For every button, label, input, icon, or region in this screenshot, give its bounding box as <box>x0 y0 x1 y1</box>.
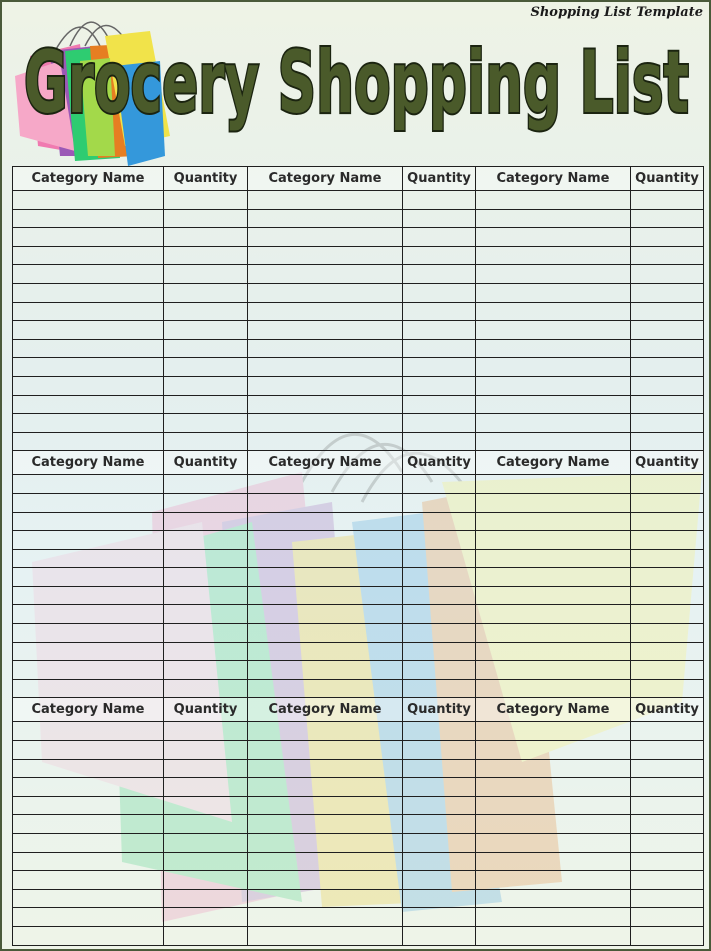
quantity-cell[interactable] <box>164 871 248 890</box>
category-name-cell[interactable] <box>248 191 403 210</box>
category-name-cell[interactable] <box>476 531 631 550</box>
page-title <box>24 22 704 147</box>
category-name-cell[interactable] <box>248 549 403 568</box>
category-name-cell[interactable] <box>248 339 403 358</box>
table-header-row <box>13 451 704 475</box>
quantity-cell[interactable] <box>631 549 704 568</box>
quantity-cell[interactable] <box>631 741 704 760</box>
table-row <box>13 605 704 624</box>
quantity-cell[interactable] <box>164 283 248 302</box>
table-row <box>13 209 704 228</box>
quantity-cell[interactable] <box>164 642 248 661</box>
category-name-cell[interactable] <box>248 475 403 494</box>
quantity-cell[interactable] <box>164 741 248 760</box>
table-row <box>13 191 704 210</box>
category-name-cell[interactable] <box>248 642 403 661</box>
quantity-cell[interactable] <box>403 926 476 945</box>
table-row <box>13 228 704 247</box>
column-header-quantity: Quantity <box>403 167 476 191</box>
category-name-cell[interactable] <box>248 376 403 395</box>
category-name-cell[interactable] <box>13 475 164 494</box>
quantity-cell[interactable] <box>403 512 476 531</box>
quantity-cell[interactable] <box>164 908 248 927</box>
column-header-quantity: Quantity <box>631 451 704 475</box>
category-name-cell[interactable] <box>248 321 403 340</box>
category-name-cell[interactable] <box>13 358 164 377</box>
category-name-cell[interactable] <box>13 414 164 433</box>
quantity-cell[interactable] <box>631 228 704 247</box>
category-name-cell[interactable] <box>476 778 631 797</box>
quantity-cell[interactable] <box>403 624 476 643</box>
quantity-cell[interactable] <box>403 661 476 680</box>
table-row <box>13 339 704 358</box>
category-name-cell[interactable] <box>248 908 403 927</box>
category-name-cell[interactable] <box>248 679 403 698</box>
quantity-cell[interactable] <box>403 741 476 760</box>
quantity-cell[interactable] <box>164 414 248 433</box>
category-name-cell[interactable] <box>476 475 631 494</box>
category-name-cell[interactable] <box>13 871 164 890</box>
category-name-cell[interactable] <box>13 228 164 247</box>
category-name-cell[interactable] <box>248 531 403 550</box>
category-name-cell[interactable] <box>476 661 631 680</box>
category-name-cell[interactable] <box>248 834 403 853</box>
table-row <box>13 568 704 587</box>
category-name-cell[interactable] <box>248 414 403 433</box>
table-row <box>13 414 704 433</box>
category-name-cell[interactable] <box>476 642 631 661</box>
category-name-cell[interactable] <box>13 852 164 871</box>
table-row <box>13 889 704 908</box>
category-name-cell[interactable] <box>13 624 164 643</box>
quantity-cell[interactable] <box>164 228 248 247</box>
category-name-cell[interactable] <box>476 815 631 834</box>
quantity-cell[interactable] <box>403 414 476 433</box>
category-name-cell[interactable] <box>248 493 403 512</box>
table-row <box>13 815 704 834</box>
quantity-cell[interactable] <box>164 889 248 908</box>
page-title-text: Grocery Shopping List <box>24 33 689 133</box>
category-name-cell[interactable] <box>476 908 631 927</box>
category-name-cell[interactable] <box>13 191 164 210</box>
template-label: Shopping List Template <box>530 5 703 20</box>
quantity-cell[interactable] <box>403 759 476 778</box>
quantity-cell[interactable] <box>403 395 476 414</box>
quantity-cell[interactable] <box>631 926 704 945</box>
table-row <box>13 834 704 853</box>
category-name-cell[interactable] <box>248 624 403 643</box>
column-header-category-name: Category Name <box>248 698 403 722</box>
category-name-cell[interactable] <box>248 586 403 605</box>
table-row <box>13 926 704 945</box>
quantity-cell[interactable] <box>164 493 248 512</box>
category-name-cell[interactable] <box>476 741 631 760</box>
table-row <box>13 852 704 871</box>
quantity-cell[interactable] <box>403 228 476 247</box>
category-name-cell[interactable] <box>248 926 403 945</box>
category-name-cell[interactable] <box>248 661 403 680</box>
table-row <box>13 475 704 494</box>
quantity-cell[interactable] <box>164 512 248 531</box>
quantity-cell[interactable] <box>164 778 248 797</box>
quantity-cell[interactable] <box>631 568 704 587</box>
category-name-cell[interactable] <box>476 568 631 587</box>
column-header-category-name: Category Name <box>13 698 164 722</box>
category-name-cell[interactable] <box>13 246 164 265</box>
quantity-cell[interactable] <box>403 908 476 927</box>
table-row <box>13 395 704 414</box>
quantity-cell[interactable] <box>403 586 476 605</box>
table-row <box>13 512 704 531</box>
category-name-cell[interactable] <box>476 624 631 643</box>
category-name-cell[interactable] <box>476 852 631 871</box>
quantity-cell[interactable] <box>631 475 704 494</box>
category-name-cell[interactable] <box>248 568 403 587</box>
category-name-cell[interactable] <box>13 834 164 853</box>
quantity-cell[interactable] <box>164 475 248 494</box>
category-name-cell[interactable] <box>248 228 403 247</box>
quantity-cell[interactable] <box>164 209 248 228</box>
column-header-quantity: Quantity <box>403 698 476 722</box>
quantity-cell[interactable] <box>164 852 248 871</box>
category-name-cell[interactable] <box>476 549 631 568</box>
table-row <box>13 722 704 741</box>
quantity-cell[interactable] <box>631 191 704 210</box>
quantity-cell[interactable] <box>403 722 476 741</box>
quantity-cell[interactable] <box>631 679 704 698</box>
table-header-row <box>13 167 704 191</box>
category-name-cell[interactable] <box>248 722 403 741</box>
quantity-cell[interactable] <box>631 246 704 265</box>
quantity-cell[interactable] <box>403 889 476 908</box>
category-name-cell[interactable] <box>248 741 403 760</box>
category-name-cell[interactable] <box>248 796 403 815</box>
quantity-cell[interactable] <box>631 321 704 340</box>
quantity-cell[interactable] <box>631 815 704 834</box>
quantity-cell[interactable] <box>403 209 476 228</box>
quantity-cell[interactable] <box>631 302 704 321</box>
quantity-cell[interactable] <box>164 568 248 587</box>
quantity-cell[interactable] <box>403 432 476 451</box>
table-row <box>13 661 704 680</box>
column-header-category-name: Category Name <box>476 451 631 475</box>
category-name-cell[interactable] <box>248 871 403 890</box>
table-row <box>13 586 704 605</box>
column-header-category-name: Category Name <box>476 698 631 722</box>
quantity-cell[interactable] <box>631 283 704 302</box>
category-name-cell[interactable] <box>13 512 164 531</box>
quantity-cell[interactable] <box>164 531 248 550</box>
quantity-cell[interactable] <box>631 778 704 797</box>
quantity-cell[interactable] <box>631 265 704 284</box>
quantity-cell[interactable] <box>631 209 704 228</box>
quantity-cell[interactable] <box>631 871 704 890</box>
quantity-cell[interactable] <box>164 661 248 680</box>
quantity-cell[interactable] <box>631 605 704 624</box>
quantity-cell[interactable] <box>403 265 476 284</box>
category-name-cell[interactable] <box>13 722 164 741</box>
category-name-cell[interactable] <box>13 926 164 945</box>
quantity-cell[interactable] <box>631 796 704 815</box>
column-header-category-name: Category Name <box>248 167 403 191</box>
category-name-cell[interactable] <box>248 302 403 321</box>
category-name-cell[interactable] <box>13 661 164 680</box>
quantity-cell[interactable] <box>631 889 704 908</box>
category-name-cell[interactable] <box>248 265 403 284</box>
table-row <box>13 376 704 395</box>
quantity-cell[interactable] <box>164 759 248 778</box>
category-name-cell[interactable] <box>13 549 164 568</box>
category-name-cell[interactable] <box>13 642 164 661</box>
category-name-cell[interactable] <box>476 834 631 853</box>
category-name-cell[interactable] <box>476 283 631 302</box>
table-row <box>13 549 704 568</box>
table-row <box>13 531 704 550</box>
category-name-cell[interactable] <box>476 265 631 284</box>
quantity-cell[interactable] <box>164 246 248 265</box>
table-row <box>13 642 704 661</box>
category-name-cell[interactable] <box>476 414 631 433</box>
category-name-cell[interactable] <box>13 339 164 358</box>
quantity-cell[interactable] <box>403 568 476 587</box>
table-row <box>13 302 704 321</box>
table-row <box>13 759 704 778</box>
quantity-cell[interactable] <box>403 796 476 815</box>
category-name-cell[interactable] <box>476 889 631 908</box>
quantity-cell[interactable] <box>631 414 704 433</box>
quantity-cell[interactable] <box>403 852 476 871</box>
table-row <box>13 871 704 890</box>
quantity-cell[interactable] <box>403 815 476 834</box>
quantity-cell[interactable] <box>403 475 476 494</box>
category-name-cell[interactable] <box>476 209 631 228</box>
column-header-category-name: Category Name <box>13 451 164 475</box>
quantity-cell[interactable] <box>631 852 704 871</box>
category-name-cell[interactable] <box>13 493 164 512</box>
category-name-cell[interactable] <box>13 889 164 908</box>
shopping-list-table <box>12 166 704 946</box>
quantity-cell[interactable] <box>631 395 704 414</box>
quantity-cell[interactable] <box>164 722 248 741</box>
quantity-cell[interactable] <box>403 246 476 265</box>
category-name-cell[interactable] <box>13 796 164 815</box>
quantity-cell[interactable] <box>164 815 248 834</box>
category-name-cell[interactable] <box>13 908 164 927</box>
category-name-cell[interactable] <box>476 339 631 358</box>
quantity-cell[interactable] <box>403 191 476 210</box>
table-row <box>13 908 704 927</box>
table-row <box>13 265 704 284</box>
quantity-cell[interactable] <box>164 376 248 395</box>
category-name-cell[interactable] <box>476 722 631 741</box>
quantity-cell[interactable] <box>631 759 704 778</box>
category-name-cell[interactable] <box>476 321 631 340</box>
column-header-category-name: Category Name <box>476 167 631 191</box>
table-header-row <box>13 698 704 722</box>
category-name-cell[interactable] <box>13 605 164 624</box>
quantity-cell[interactable] <box>631 586 704 605</box>
category-name-cell[interactable] <box>248 512 403 531</box>
quantity-cell[interactable] <box>631 531 704 550</box>
category-name-cell[interactable] <box>476 432 631 451</box>
category-name-cell[interactable] <box>476 302 631 321</box>
column-header-quantity: Quantity <box>164 167 248 191</box>
category-name-cell[interactable] <box>476 512 631 531</box>
quantity-cell[interactable] <box>403 376 476 395</box>
quantity-cell[interactable] <box>164 549 248 568</box>
quantity-cell[interactable] <box>631 512 704 531</box>
column-header-quantity: Quantity <box>631 698 704 722</box>
category-name-cell[interactable] <box>13 568 164 587</box>
quantity-cell[interactable] <box>403 283 476 302</box>
category-name-cell[interactable] <box>248 358 403 377</box>
quantity-cell[interactable] <box>164 191 248 210</box>
quantity-cell[interactable] <box>403 358 476 377</box>
category-name-cell[interactable] <box>13 432 164 451</box>
table-row <box>13 679 704 698</box>
table-row <box>13 778 704 797</box>
quantity-cell[interactable] <box>164 395 248 414</box>
category-name-cell[interactable] <box>248 246 403 265</box>
category-name-cell[interactable] <box>248 778 403 797</box>
category-name-cell[interactable] <box>248 605 403 624</box>
table-row <box>13 741 704 760</box>
table-row <box>13 246 704 265</box>
category-name-cell[interactable] <box>13 209 164 228</box>
category-name-cell[interactable] <box>13 778 164 797</box>
quantity-cell[interactable] <box>631 624 704 643</box>
quantity-cell[interactable] <box>164 321 248 340</box>
category-name-cell[interactable] <box>248 283 403 302</box>
quantity-cell[interactable] <box>631 339 704 358</box>
quantity-cell[interactable] <box>164 339 248 358</box>
quantity-cell[interactable] <box>403 871 476 890</box>
quantity-cell[interactable] <box>164 796 248 815</box>
quantity-cell[interactable] <box>631 493 704 512</box>
table-row <box>13 321 704 340</box>
category-name-cell[interactable] <box>476 679 631 698</box>
quantity-cell[interactable] <box>164 265 248 284</box>
quantity-cell[interactable] <box>164 624 248 643</box>
category-name-cell[interactable] <box>476 586 631 605</box>
category-name-cell[interactable] <box>248 432 403 451</box>
category-name-cell[interactable] <box>13 265 164 284</box>
table-row <box>13 358 704 377</box>
category-name-cell[interactable] <box>13 321 164 340</box>
quantity-cell[interactable] <box>631 834 704 853</box>
category-name-cell[interactable] <box>476 376 631 395</box>
quantity-cell[interactable] <box>631 908 704 927</box>
quantity-cell[interactable] <box>631 376 704 395</box>
quantity-cell[interactable] <box>403 549 476 568</box>
table-row <box>13 624 704 643</box>
quantity-cell[interactable] <box>164 586 248 605</box>
category-name-cell[interactable] <box>13 283 164 302</box>
category-name-cell[interactable] <box>476 191 631 210</box>
category-name-cell[interactable] <box>476 926 631 945</box>
quantity-cell[interactable] <box>631 661 704 680</box>
category-name-cell[interactable] <box>13 759 164 778</box>
category-name-cell[interactable] <box>248 209 403 228</box>
category-name-cell[interactable] <box>476 493 631 512</box>
quantity-cell[interactable] <box>403 605 476 624</box>
column-header-quantity: Quantity <box>164 698 248 722</box>
category-name-cell[interactable] <box>248 815 403 834</box>
category-name-cell[interactable] <box>476 228 631 247</box>
quantity-cell[interactable] <box>403 642 476 661</box>
category-name-cell[interactable] <box>13 531 164 550</box>
quantity-cell[interactable] <box>164 834 248 853</box>
quantity-cell[interactable] <box>403 339 476 358</box>
table-row <box>13 283 704 302</box>
quantity-cell[interactable] <box>164 605 248 624</box>
category-name-cell[interactable] <box>248 852 403 871</box>
category-name-cell[interactable] <box>13 679 164 698</box>
category-name-cell[interactable] <box>476 759 631 778</box>
quantity-cell[interactable] <box>164 432 248 451</box>
quantity-cell[interactable] <box>403 531 476 550</box>
category-name-cell[interactable] <box>476 358 631 377</box>
quantity-cell[interactable] <box>631 358 704 377</box>
category-name-cell[interactable] <box>476 395 631 414</box>
quantity-cell[interactable] <box>403 679 476 698</box>
category-name-cell[interactable] <box>13 395 164 414</box>
column-header-category-name: Category Name <box>248 451 403 475</box>
category-name-cell[interactable] <box>13 302 164 321</box>
quantity-cell[interactable] <box>631 432 704 451</box>
category-name-cell[interactable] <box>476 246 631 265</box>
quantity-cell[interactable] <box>164 679 248 698</box>
quantity-cell[interactable] <box>403 834 476 853</box>
table-row <box>13 493 704 512</box>
quantity-cell[interactable] <box>403 302 476 321</box>
category-name-cell[interactable] <box>248 395 403 414</box>
quantity-cell[interactable] <box>631 642 704 661</box>
quantity-cell[interactable] <box>164 358 248 377</box>
table-row <box>13 796 704 815</box>
quantity-cell[interactable] <box>164 302 248 321</box>
category-name-cell[interactable] <box>476 796 631 815</box>
category-name-cell[interactable] <box>248 889 403 908</box>
column-header-quantity: Quantity <box>164 451 248 475</box>
category-name-cell[interactable] <box>248 759 403 778</box>
quantity-cell[interactable] <box>403 493 476 512</box>
column-header-quantity: Quantity <box>403 451 476 475</box>
quantity-cell[interactable] <box>631 722 704 741</box>
category-name-cell[interactable] <box>13 586 164 605</box>
category-name-cell[interactable] <box>13 376 164 395</box>
category-name-cell[interactable] <box>476 871 631 890</box>
column-header-quantity: Quantity <box>631 167 704 191</box>
category-name-cell[interactable] <box>476 605 631 624</box>
quantity-cell[interactable] <box>164 926 248 945</box>
category-name-cell[interactable] <box>13 815 164 834</box>
category-name-cell[interactable] <box>13 741 164 760</box>
quantity-cell[interactable] <box>403 321 476 340</box>
quantity-cell[interactable] <box>403 778 476 797</box>
column-header-category-name: Category Name <box>13 167 164 191</box>
table-row <box>13 432 704 451</box>
